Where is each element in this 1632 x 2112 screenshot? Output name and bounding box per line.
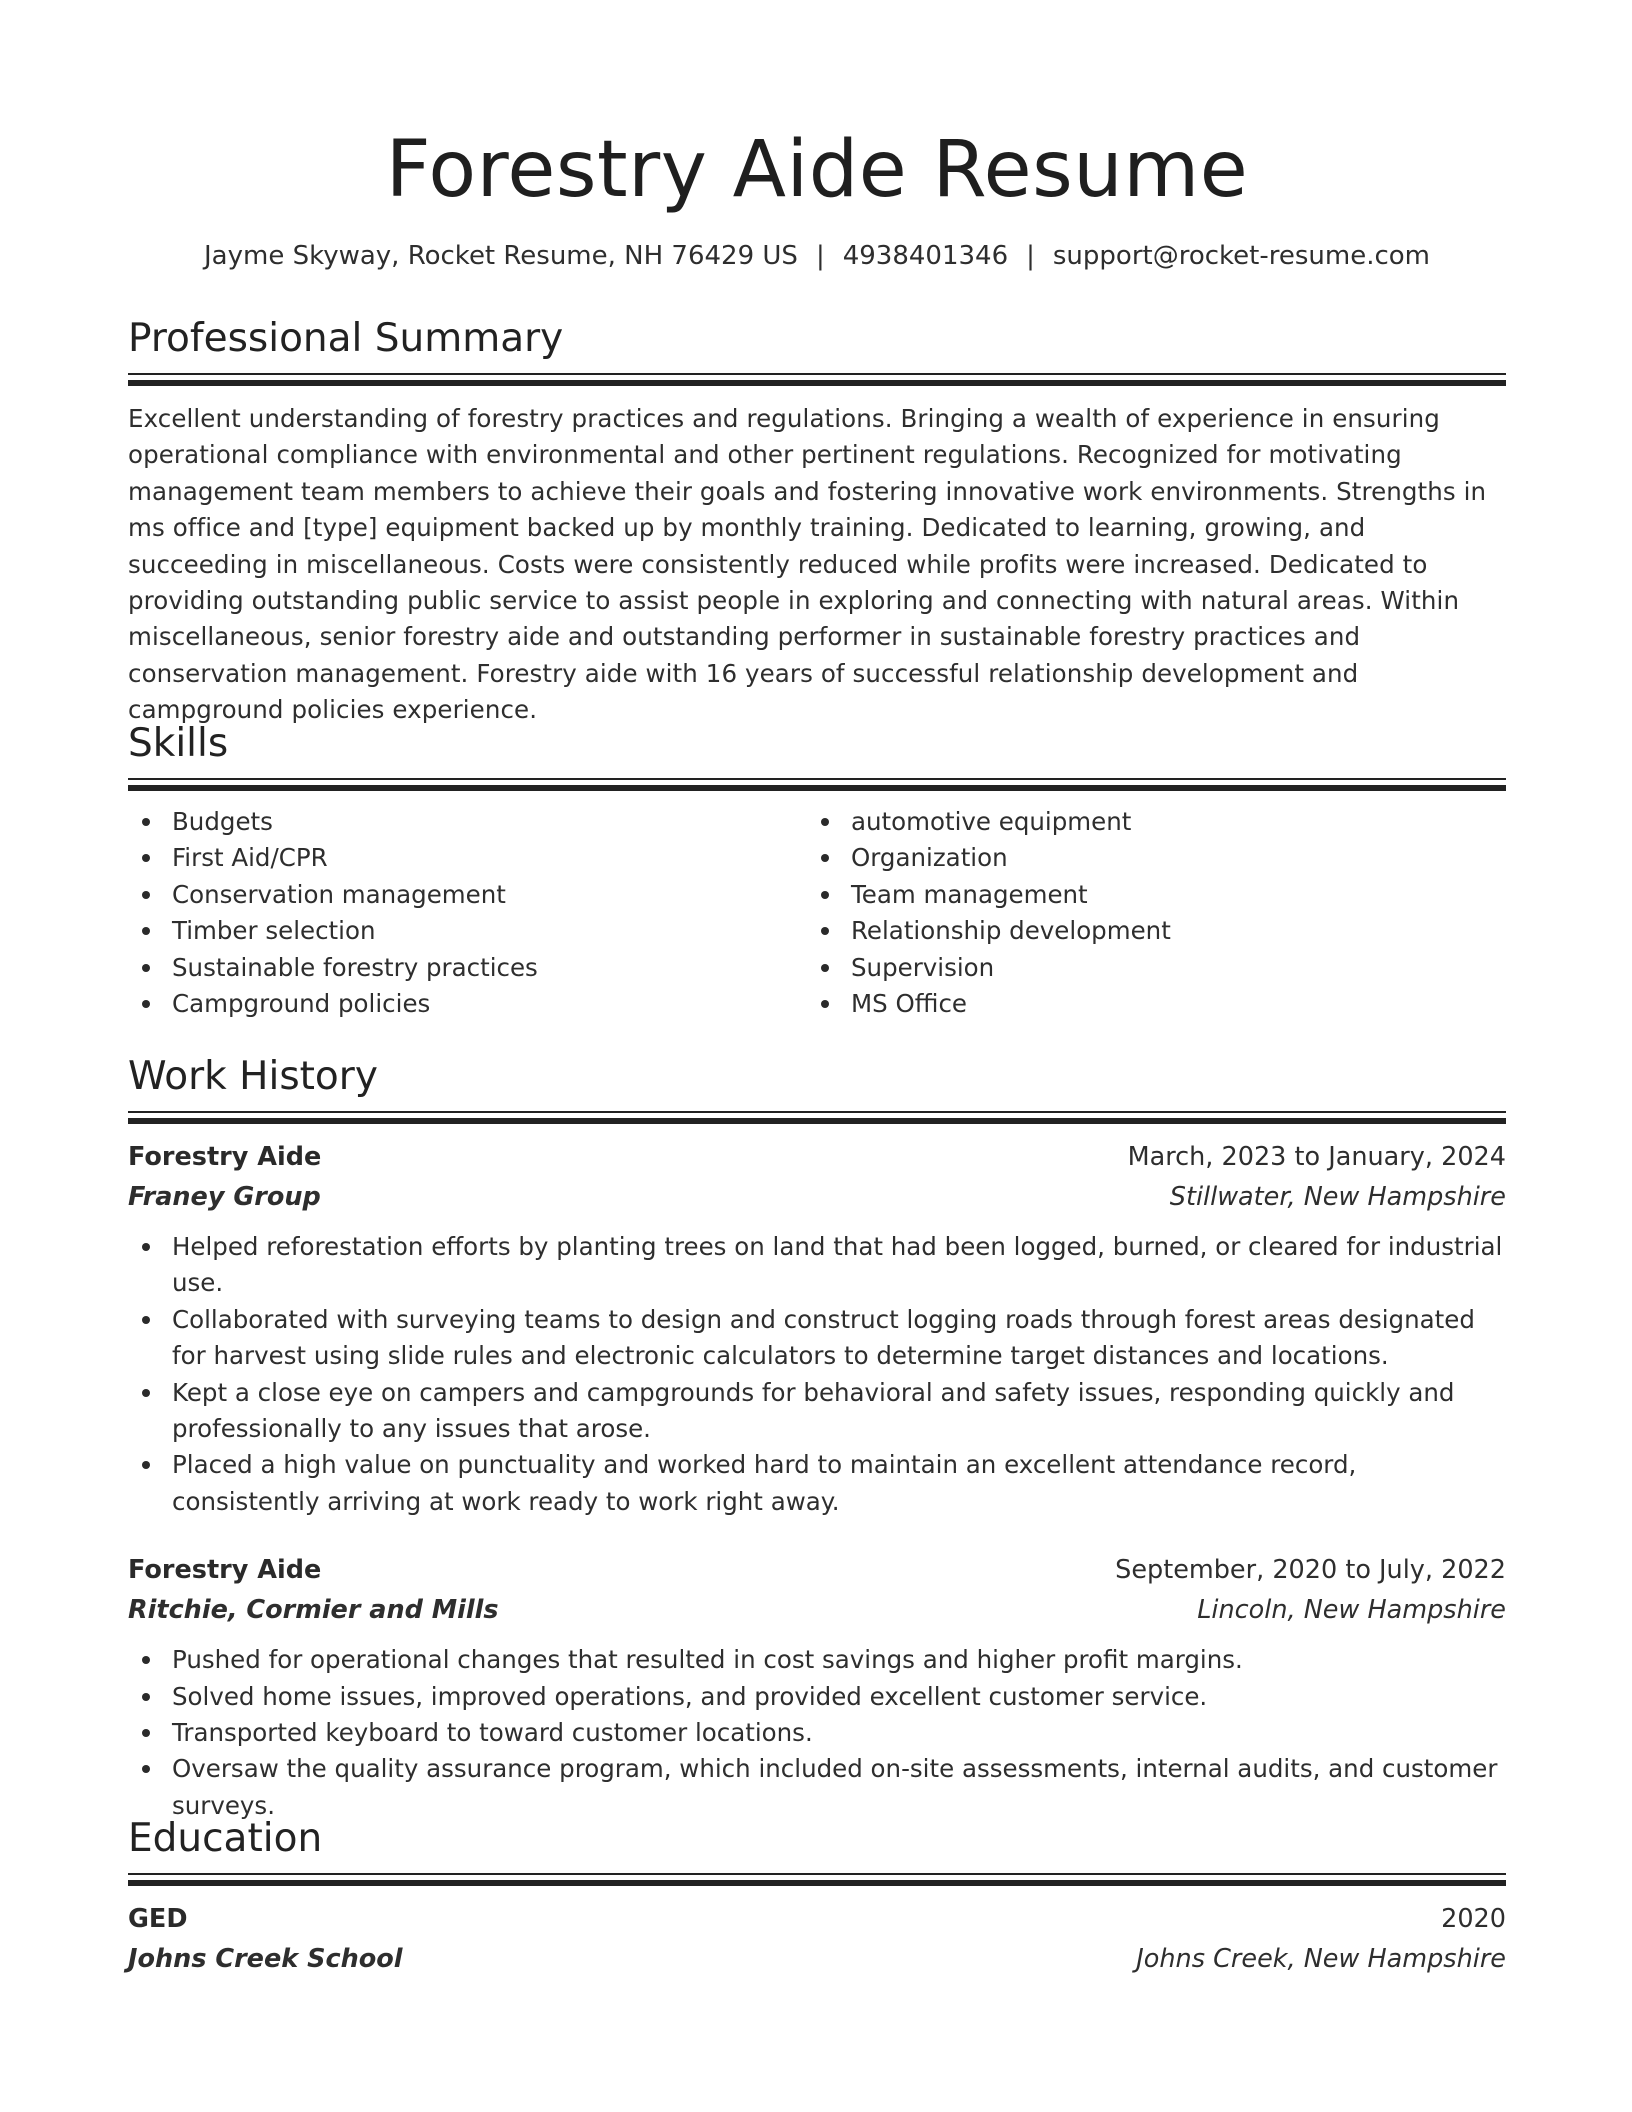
job-title: Forestry Aide	[128, 1555, 322, 1586]
contact-separator: |	[1026, 241, 1035, 271]
job-bullets	[128, 1642, 1506, 1824]
contact-address: Jayme Skyway, Rocket Resume, NH 76429 US	[204, 241, 798, 271]
job-title: Forestry Aide	[128, 1142, 322, 1172]
summary-heading: Professional Summary	[128, 316, 564, 361]
contact-phone: 4938401346	[842, 241, 1009, 271]
skill-item: First Aid/CPR	[128, 840, 807, 876]
skills-heading: Skills	[128, 721, 229, 766]
job-bullet: Collaborated with surveying teams to design and construct logging roads through forest areas designated for harvest using slide rules and electronic calculators to determine target distances and locations.	[128, 1302, 1506, 1375]
education-header	[128, 1899, 1506, 1939]
education-heading: Education	[128, 1816, 323, 1861]
contact-line	[128, 238, 1506, 274]
section-divider	[128, 373, 1506, 387]
job-bullet: Kept a close eye on campers and campgrounds for behavioral and safety issues, responding quickly and professionally to any issues that arose.	[128, 1375, 1506, 1448]
job-subheader	[128, 1590, 1506, 1630]
job-bullet: Transported keyboard to toward customer locations.	[128, 1715, 1506, 1751]
job-subheader	[128, 1177, 1506, 1217]
job-entry	[128, 1137, 1506, 1520]
education-entry	[128, 1899, 1506, 1979]
skill-item: Organization	[807, 840, 1486, 876]
skills-list-left	[128, 804, 807, 1022]
job-bullet: Helped reforestation efforts by planting trees on land that had been logged, burned, or cleared for industrial use.	[128, 1229, 1506, 1302]
job-dates: September, 2020 to July, 2022	[1115, 1555, 1506, 1586]
skill-item: Campground policies	[128, 986, 807, 1022]
skill-item: Relationship development	[807, 913, 1486, 949]
skill-item: Team management	[807, 877, 1486, 913]
summary-section	[128, 315, 1506, 729]
education-location: Johns Creek, New Hampshire	[1136, 1944, 1506, 1974]
job-header	[128, 1550, 1506, 1590]
summary-text: Excellent understanding of forestry practices and regulations. Bringing a wealth of experience in ensuring operational compliance with environmental and other pertinent regulations. Recognized for motivating management team members to achieve their goals and fostering innovative work environments. Strengths in ms office and [type] equipment backed up by monthly training. Dedicated to learning, growing, and succeeding in miscellaneous. Costs were consistently reduced while profits were increased. Dedicated to providing outstanding public service to assist people in exploring and connecting with natural areas. Within miscellaneous, senior forestry aide and outstanding performer in sustainable forestry practices and conservation management. Forestry aide with 16 years of successful relationship development and campground policies experience.	[128, 404, 1487, 725]
skill-item: Supervision	[807, 950, 1486, 986]
education-year: 2020	[1441, 1904, 1506, 1934]
section-divider	[128, 1111, 1506, 1125]
job-bullet: Oversaw the quality assurance program, which included on-site assessments, internal audits, and customer surveys.	[128, 1751, 1506, 1824]
skill-item: Budgets	[128, 804, 807, 840]
contact-email[interactable]: support@rocket-resume.com	[1052, 241, 1430, 271]
skills-list-right	[807, 804, 1486, 1022]
skills-columns	[128, 804, 1506, 1022]
job-entry	[128, 1550, 1506, 1824]
job-company: Ritchie, Cormier and Mills	[128, 1595, 499, 1626]
skill-item: automotive equipment	[807, 804, 1486, 840]
job-location: Stillwater, New Hampshire	[1169, 1182, 1506, 1212]
job-bullets	[128, 1229, 1506, 1520]
work-history-section	[128, 1053, 1506, 1824]
resume-title: Forestry Aide Resume	[385, 125, 1249, 215]
job-bullet: Solved home issues, improved operations, and provided excellent customer service.	[128, 1679, 1506, 1715]
education-degree: GED	[128, 1904, 188, 1934]
education-section	[128, 1815, 1506, 1979]
skill-item: Sustainable forestry practices	[128, 950, 807, 986]
job-company: Franey Group	[128, 1182, 321, 1212]
section-divider	[128, 1873, 1506, 1887]
skill-item: Conservation management	[128, 877, 807, 913]
education-school: Johns Creek School	[128, 1944, 403, 1974]
job-location: Lincoln, New Hampshire	[1197, 1595, 1506, 1626]
job-dates: March, 2023 to January, 2024	[1127, 1142, 1506, 1172]
skills-section	[128, 720, 1506, 1022]
skill-item: MS Office	[807, 986, 1486, 1022]
job-header	[128, 1137, 1506, 1177]
education-subheader	[128, 1939, 1506, 1979]
skill-item: Timber selection	[128, 913, 807, 949]
work-history-heading: Work History	[128, 1054, 378, 1099]
section-divider	[128, 778, 1506, 792]
job-bullet: Pushed for operational changes that resulted in cost savings and higher profit margins.	[128, 1642, 1506, 1678]
contact-separator: |	[815, 241, 825, 271]
job-bullet: Placed a high value on punctuality and worked hard to maintain an excellent attendance record, consistently arriving at work ready to work right away.	[128, 1447, 1506, 1520]
